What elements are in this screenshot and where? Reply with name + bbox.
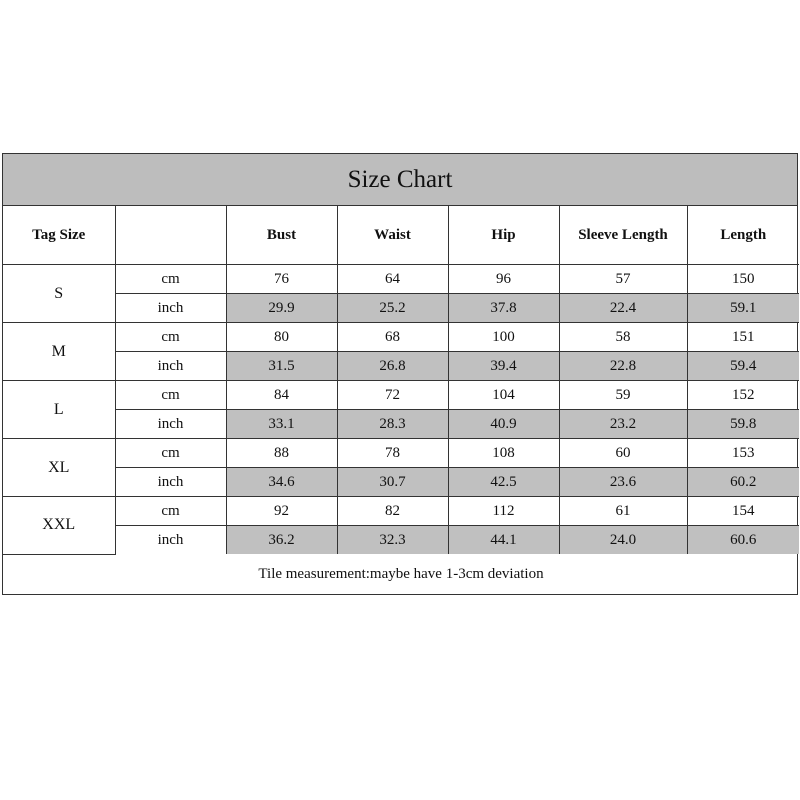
waist-cell: 72	[337, 381, 448, 410]
length-cell: 152	[687, 381, 799, 410]
unit-cell: cm	[115, 497, 226, 526]
hip-cell: 108	[448, 439, 559, 468]
bust-cell: 92	[226, 497, 337, 526]
unit-cell: cm	[115, 323, 226, 352]
unit-cell: cm	[115, 381, 226, 410]
table-row	[3, 352, 799, 381]
unit-cell: cm	[115, 265, 226, 294]
hip-cell: 42.5	[448, 468, 559, 497]
table-row	[3, 439, 799, 468]
length-cell: 59.4	[687, 352, 799, 381]
unit-cell: inch	[115, 526, 226, 555]
bust-cell: 76	[226, 265, 337, 294]
unit-cell: inch	[115, 352, 226, 381]
waist-cell: 30.7	[337, 468, 448, 497]
length-cell: 60.6	[687, 526, 799, 555]
measurement-note: Tile measurement:maybe have 1-3cm deviation	[258, 565, 544, 582]
bust-cell: 33.1	[226, 410, 337, 439]
header-hip: Hip	[448, 206, 559, 265]
waist-cell: 32.3	[337, 526, 448, 555]
hip-cell: 104	[448, 381, 559, 410]
bust-cell: 84	[226, 381, 337, 410]
unit-cell: inch	[115, 294, 226, 323]
sleeve-length-cell: 22.8	[559, 352, 687, 381]
table-row	[3, 294, 799, 323]
sleeve-length-cell: 58	[559, 323, 687, 352]
length-cell: 60.2	[687, 468, 799, 497]
header-unit	[115, 206, 226, 265]
length-cell: 150	[687, 265, 799, 294]
size-table	[3, 206, 799, 594]
sleeve-length-cell: 59	[559, 381, 687, 410]
sleeve-length-cell: 23.2	[559, 410, 687, 439]
length-cell: 151	[687, 323, 799, 352]
length-cell: 59.8	[687, 410, 799, 439]
unit-cell: inch	[115, 468, 226, 497]
waist-cell: 26.8	[337, 352, 448, 381]
chart-title: Size Chart	[3, 154, 797, 206]
hip-cell: 40.9	[448, 410, 559, 439]
unit-cell: inch	[115, 410, 226, 439]
sleeve-length-cell: 23.6	[559, 468, 687, 497]
table-row	[3, 265, 799, 294]
sleeve-length-cell: 24.0	[559, 526, 687, 555]
waist-cell: 25.2	[337, 294, 448, 323]
header-waist: Waist	[337, 206, 448, 265]
table-row	[3, 497, 799, 526]
header-bust: Bust	[226, 206, 337, 265]
bust-cell: 31.5	[226, 352, 337, 381]
table-row	[3, 468, 799, 497]
hip-cell: 112	[448, 497, 559, 526]
sleeve-length-cell: 61	[559, 497, 687, 526]
length-cell: 153	[687, 439, 799, 468]
hip-cell: 37.8	[448, 294, 559, 323]
hip-cell: 96	[448, 265, 559, 294]
header-sleeve-length: Sleeve Length	[559, 206, 687, 265]
sleeve-length-cell: 57	[559, 265, 687, 294]
table-row	[3, 526, 799, 555]
bust-cell: 34.6	[226, 468, 337, 497]
length-cell: 154	[687, 497, 799, 526]
bust-cell: 36.2	[226, 526, 337, 555]
tag-size-cell: M	[3, 323, 115, 381]
bust-cell: 80	[226, 323, 337, 352]
waist-cell: 82	[337, 497, 448, 526]
table-row	[3, 381, 799, 410]
waist-cell: 68	[337, 323, 448, 352]
unit-cell: cm	[115, 439, 226, 468]
hip-cell: 39.4	[448, 352, 559, 381]
note-row	[3, 554, 799, 594]
header-length: Length	[687, 206, 799, 265]
table-row	[3, 323, 799, 352]
tag-size-cell: XL	[3, 439, 115, 497]
hip-cell: 100	[448, 323, 559, 352]
bust-cell: 29.9	[226, 294, 337, 323]
bust-cell: 88	[226, 439, 337, 468]
length-cell: 59.1	[687, 294, 799, 323]
tag-size-cell: L	[3, 381, 115, 439]
table-row	[3, 410, 799, 439]
waist-cell: 78	[337, 439, 448, 468]
header-tag-size: Tag Size	[3, 206, 115, 265]
hip-cell: 44.1	[448, 526, 559, 555]
header-row	[3, 206, 799, 265]
waist-cell: 28.3	[337, 410, 448, 439]
tag-size-cell: XXL	[3, 497, 115, 555]
sleeve-length-cell: 22.4	[559, 294, 687, 323]
sleeve-length-cell: 60	[559, 439, 687, 468]
waist-cell: 64	[337, 265, 448, 294]
tag-size-cell: S	[3, 265, 115, 323]
size-chart	[2, 153, 798, 595]
